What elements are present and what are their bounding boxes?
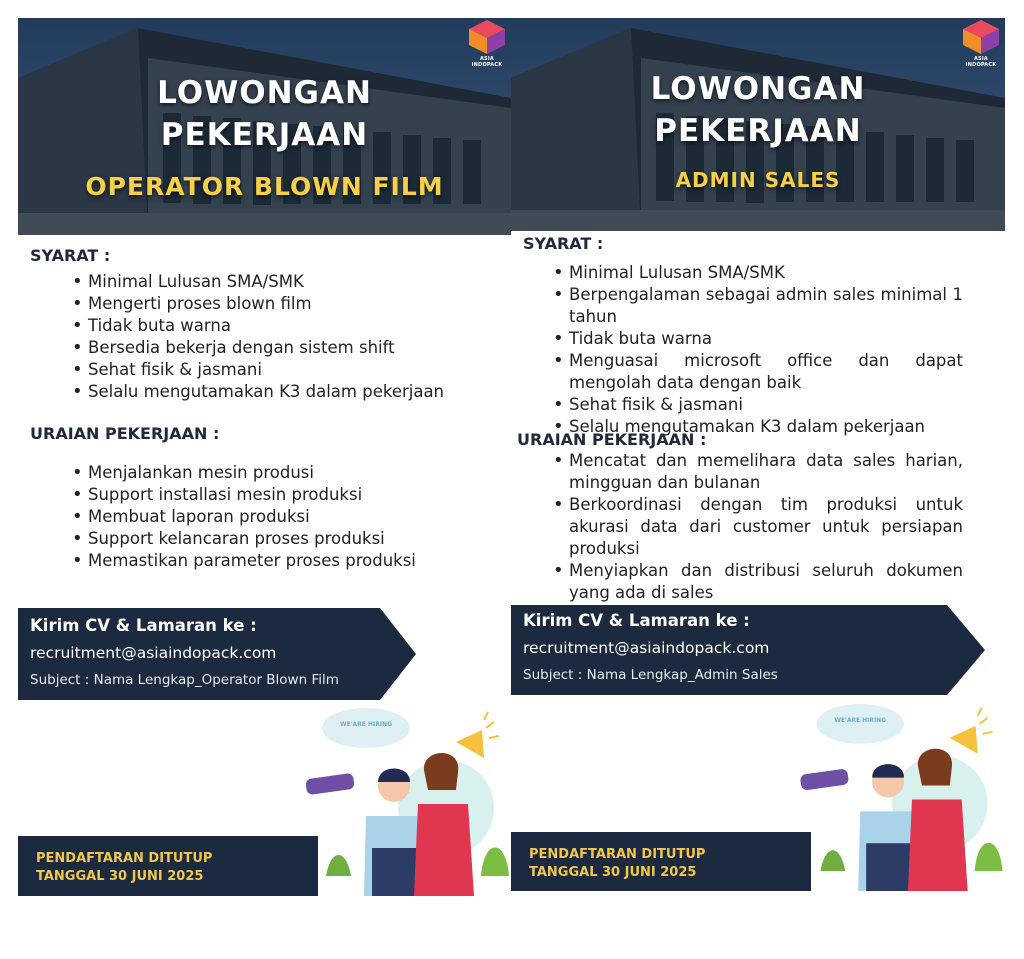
banner-arrow bbox=[947, 605, 985, 695]
cube-logo-icon bbox=[959, 18, 1003, 56]
contact-email[interactable]: recruitment@asiaindopack.com bbox=[30, 644, 277, 662]
requirements-heading: SYARAT : bbox=[30, 246, 111, 265]
list-item: • Tidak buta warna bbox=[553, 328, 963, 350]
email-subject: Subject : Nama Lengkap_Admin Sales bbox=[523, 667, 778, 683]
job-title: ADMIN SALES bbox=[675, 168, 841, 192]
list-item: • Menjalankan mesin produsi bbox=[72, 462, 502, 484]
list-item: • Menyiapkan dan distribusi seluruh dokumen yang ada di sales bbox=[553, 560, 963, 604]
list-item: • Berpengalaman sebagai admin sales minimal 1 tahun bbox=[553, 284, 963, 328]
list-item: • Minimal Lulusan SMA/SMK bbox=[553, 262, 963, 284]
list-item: • Minimal Lulusan SMA/SMK bbox=[72, 271, 502, 293]
list-item: • Sehat fisik & jasmani bbox=[72, 359, 502, 381]
title-line-1: LOWONGAN bbox=[650, 71, 866, 107]
company-logo bbox=[465, 18, 509, 68]
closing-line-2: TANGGAL 30 JUNI 2025 bbox=[529, 865, 697, 880]
duties-heading: URAIAN PEKERJAAN : bbox=[30, 424, 220, 443]
contact-heading: Kirim CV & Lamaran ke : bbox=[30, 616, 257, 635]
title-line-2: PEKERJAAN bbox=[654, 113, 862, 149]
poster-header bbox=[18, 18, 511, 235]
closing-line-2: TANGGAL 30 JUNI 2025 bbox=[36, 869, 204, 884]
list-item: • Menguasai microsoft office dan dapat mengolah data dengan baik bbox=[553, 350, 963, 394]
list-item: • Berkoordinasi dengan tim produksi untuk akurasi data dari customer untuk persiapan produksi bbox=[553, 494, 963, 560]
contact-banner bbox=[511, 605, 947, 695]
poster-title bbox=[511, 68, 1005, 152]
poster-title bbox=[18, 72, 511, 156]
hiring-illustration bbox=[306, 698, 511, 896]
duties-heading: URAIAN PEKERJAAN : bbox=[517, 430, 707, 449]
requirements-list bbox=[553, 262, 963, 438]
list-item: • Selalu mengutamakan K3 dalam pekerjaan bbox=[553, 416, 963, 438]
list-item: • Memastikan parameter proses produksi bbox=[72, 550, 502, 572]
job-poster-admin bbox=[511, 18, 1005, 891]
contact-banner bbox=[18, 608, 380, 700]
list-item: • Mencatat dan memelihara data sales harian, mingguan dan bulanan bbox=[553, 450, 963, 494]
hiring-badge-text: WE'ARE HIRING bbox=[339, 721, 393, 728]
list-item: • Tidak buta warna bbox=[72, 315, 502, 337]
banner-arrow bbox=[380, 608, 416, 700]
hiring-people-image bbox=[800, 694, 1005, 891]
requirements-list bbox=[72, 271, 502, 403]
job-poster-operator bbox=[18, 18, 511, 896]
list-item: • Mengerti proses blown film bbox=[72, 293, 502, 315]
requirements-heading: SYARAT : bbox=[523, 234, 604, 253]
closing-banner bbox=[511, 832, 811, 891]
list-item: • Membuat laporan produksi bbox=[72, 506, 502, 528]
company-logo bbox=[959, 18, 1003, 68]
hiring-people-image bbox=[306, 698, 511, 896]
title-line-1: LOWONGAN bbox=[157, 75, 372, 111]
hiring-illustration bbox=[800, 694, 1005, 891]
duties-list bbox=[553, 450, 963, 604]
list-item: • Sehat fisik & jasmani bbox=[553, 394, 963, 416]
contact-email[interactable]: recruitment@asiaindopack.com bbox=[523, 639, 770, 657]
job-title: OPERATOR BLOWN FILM bbox=[85, 172, 444, 201]
poster-header bbox=[511, 18, 1005, 231]
list-item: • Support installasi mesin produksi bbox=[72, 484, 502, 506]
contact-heading: Kirim CV & Lamaran ke : bbox=[523, 611, 750, 630]
title-line-2: PEKERJAAN bbox=[160, 117, 369, 153]
closing-line-1: PENDAFTARAN DITUTUP bbox=[529, 847, 706, 862]
email-subject: Subject : Nama Lengkap_Operator Blown Film bbox=[30, 672, 339, 688]
closing-banner bbox=[18, 836, 318, 896]
cube-logo-icon bbox=[465, 18, 509, 56]
list-item: • Bersedia bekerja dengan sistem shift bbox=[72, 337, 502, 359]
closing-line-1: PENDAFTARAN DITUTUP bbox=[36, 851, 213, 866]
list-item: • Support kelancaran proses produksi bbox=[72, 528, 502, 550]
logo-text: ASIA INDOPACK bbox=[965, 56, 997, 68]
list-item: • Selalu mengutamakan K3 dalam pekerjaan bbox=[72, 381, 502, 403]
logo-text: ASIA INDOPACK bbox=[471, 56, 503, 68]
duties-list bbox=[72, 462, 502, 572]
hiring-badge-text: WE'ARE HIRING bbox=[834, 716, 887, 724]
